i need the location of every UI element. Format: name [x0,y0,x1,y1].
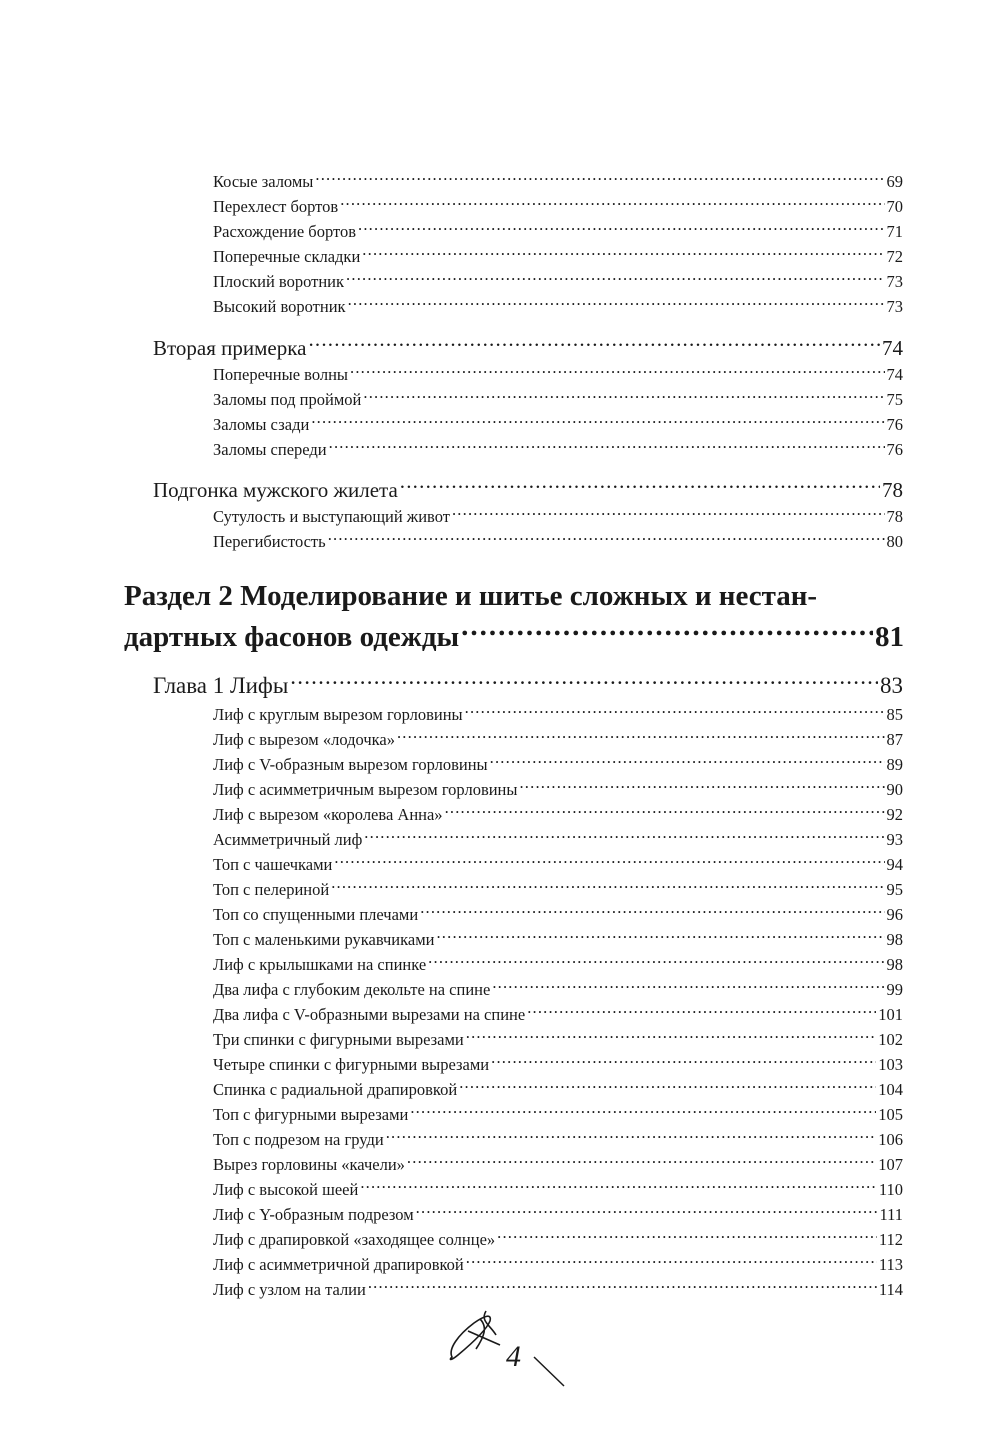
toc-entry-page: 113 [878,1254,903,1274]
dot-leader [397,728,885,745]
toc-entry-title: Лиф с высокой шеей [213,1179,359,1199]
dot-leader [497,1228,877,1245]
toc-entry-page: 80 [886,531,903,551]
toc-entry[interactable] [213,803,903,825]
toc-section-page: 78 [882,478,903,502]
toc-part-page: 81 [875,621,904,653]
toc-entry-title: Сутулость и выступающий живот [213,506,450,526]
toc-entry-page: 102 [878,1029,903,1049]
toc-entry-title: Плоский воротник [213,271,345,291]
toc-entry[interactable] [213,438,903,460]
dot-leader [364,828,884,845]
toc-entry-page: 99 [886,979,903,999]
toc-entry[interactable] [213,828,903,850]
toc-entry-page: 104 [878,1079,903,1099]
dot-leader [362,245,884,262]
toc-entry-title: Высокий воротник [213,296,346,316]
toc-entry[interactable] [213,1278,903,1300]
dot-leader [329,438,885,455]
toc-entry[interactable] [213,1228,903,1250]
dot-leader [527,1003,876,1020]
toc-entry-page: 94 [886,854,903,874]
toc-entry-page: 71 [886,221,903,241]
dot-leader [311,413,884,430]
dot-leader [331,878,884,895]
dot-leader [490,753,885,770]
toc-entry[interactable] [213,363,903,385]
page-number: 4 [506,1340,521,1373]
dot-leader [400,476,880,497]
toc-entry-title: Заломы под проймой [213,389,362,409]
toc-entry-page: 75 [886,389,903,409]
toc-entry[interactable] [213,295,903,317]
dot-leader [328,530,885,547]
toc-entry[interactable] [213,1153,903,1175]
toc-section[interactable] [153,476,903,503]
part-heading-line1: Раздел 2 Моделирование и шитье сложных и нестан- [124,580,818,612]
toc-entry-page: 70 [886,196,903,216]
toc-entry-page: 114 [878,1279,903,1299]
dot-leader [368,1278,877,1295]
toc-entry[interactable] [213,978,903,1000]
dot-leader [350,363,884,380]
toc-entry-title: Лиф с V-образным вырезом горловины [213,754,488,774]
toc-entry[interactable] [213,728,903,750]
toc-chapter-page: 83 [880,673,903,698]
toc-entry-page: 101 [878,1004,903,1024]
dot-leader [410,1103,876,1120]
dot-leader [407,1153,876,1170]
toc-entry-title: Три спинки с фигурными вырезами [213,1029,464,1049]
toc-entry-title: Косые заломы [213,171,314,191]
toc-section-title: Подгонка мужского жилета [153,478,398,502]
toc-entry-page: 110 [878,1179,903,1199]
dot-leader [346,270,884,287]
dot-leader [360,1178,877,1195]
toc-part[interactable] [124,617,904,654]
toc-entry-page: 105 [878,1104,903,1124]
toc-entry-title: Четыре спинки с фигурными вырезами [213,1054,490,1074]
toc-entry[interactable] [213,878,903,900]
toc-entry-page: 76 [886,414,903,434]
toc-entry[interactable] [213,928,903,950]
dot-leader [334,853,884,870]
toc-entry[interactable] [213,170,903,192]
toc-entry-title: Заломы спереди [213,439,327,459]
toc-entry-title: Лиф с вырезом «лодочка» [213,729,395,749]
needle-thread-icon [450,1311,500,1359]
toc-entry-title: Лиф с асимметричным вырезом горловины [213,779,518,799]
toc-entry[interactable] [213,953,903,975]
toc-entry[interactable] [213,1103,903,1125]
toc-entry-page: 90 [886,779,903,799]
dot-leader [386,1128,877,1145]
toc-entry[interactable] [213,1128,903,1150]
toc-entry-title: Лиф с Y-образным подрезом [213,1204,414,1224]
toc-entry-title: Перехлест бортов [213,196,339,216]
toc-entry-title: Топ с подрезом на груди [213,1129,384,1149]
toc-entry[interactable] [213,1253,903,1275]
dot-leader [428,953,884,970]
toc-entry-page: 92 [886,804,903,824]
toc-entry-title: Лиф с драпировкой «заходящее солнце» [213,1229,496,1249]
toc-entry-page: 112 [878,1229,903,1249]
toc-entry-title: Лиф с крылышками на спинке [213,954,427,974]
toc-entry-title: Расхождение бортов [213,221,357,241]
toc-entry-title: Асимметричный лиф [213,829,363,849]
toc-entry-page: 72 [886,246,903,266]
toc-entry-title: Два лифа с глубоким декольте на спине [213,979,491,999]
dot-leader [459,1078,876,1095]
toc-entry-page: 98 [886,954,903,974]
toc-entry[interactable] [213,530,903,552]
toc-entry-page: 76 [886,439,903,459]
dot-leader [363,388,884,405]
dot-leader [466,1028,876,1045]
dot-leader [340,195,884,212]
toc-entry-page: 106 [878,1129,903,1149]
dot-leader [315,170,884,187]
toc-entry-title: Топ с фигурными вырезами [213,1104,409,1124]
dot-leader [420,903,884,920]
toc-entry-page: 96 [886,904,903,924]
toc-section[interactable] [153,334,903,361]
dot-leader [491,1053,876,1070]
toc-entry-title: Поперечные волны [213,364,349,384]
toc-entry[interactable] [213,1053,903,1075]
toc-entry[interactable] [213,1003,903,1025]
toc-entry-title: Топ со спущенными плечами [213,904,419,924]
toc-entry-title: Лиф с вырезом «королева Анна» [213,804,443,824]
toc-entry[interactable] [213,505,903,527]
toc-entry[interactable] [213,270,903,292]
toc-entry-page: 89 [886,754,903,774]
toc-entry[interactable] [213,413,903,435]
toc-entry-page: 93 [886,829,903,849]
toc-entry-title: Спинка с радиальной драпировкой [213,1079,458,1099]
toc-entry-page: 73 [886,296,903,316]
dot-leader [465,703,885,720]
footer-slash [534,1357,564,1386]
toc-entry-title: Топ с чашечками [213,854,333,874]
toc-entry-page: 111 [879,1204,903,1224]
toc-entry-page: 73 [886,271,903,291]
dot-leader [436,928,884,945]
dot-leader [445,803,885,820]
dot-leader [519,778,884,795]
toc-chapter[interactable] [153,670,903,699]
dot-leader [290,670,878,693]
toc-entry[interactable] [213,1178,903,1200]
toc-entry[interactable] [213,195,903,217]
toc-chapter-title: Глава 1 Лифы [153,673,289,698]
toc-entry-page: 87 [886,729,903,749]
toc-entry[interactable] [213,903,903,925]
toc-entry-title: Лиф с узлом на талии [213,1279,366,1299]
dot-leader [308,334,880,355]
toc-entry[interactable] [213,703,903,725]
toc-entry[interactable] [213,1203,903,1225]
dot-leader [466,1253,877,1270]
toc-entry[interactable] [213,388,903,410]
dot-leader [358,220,884,237]
toc-entry-page: 107 [878,1154,903,1174]
toc-entry-page: 85 [886,704,903,724]
toc-entry-title: Топ с маленькими рукавчиками [213,929,435,949]
toc-entry-title: Два лифа с V-образными вырезами на спине [213,1004,526,1024]
toc-entry-page: 98 [886,929,903,949]
toc-entry-page: 103 [878,1054,903,1074]
toc-entry-page: 78 [886,506,903,526]
toc-entry-title: Топ с пелериной [213,879,330,899]
dot-leader [492,978,884,995]
toc-section-page: 74 [882,336,903,360]
toc-entry-page: 95 [886,879,903,899]
toc-entry-page: 74 [886,364,903,384]
toc-entry[interactable] [213,853,903,875]
toc-entry-title: Перегибистость [213,531,326,551]
page-footer [440,1305,580,1395]
toc-entry[interactable] [213,778,903,800]
toc-entry[interactable] [213,1078,903,1100]
toc-entry-title: Вырез горловины «качели» [213,1154,405,1174]
part-heading-line2: дартных фасонов одежды [124,621,460,653]
dot-leader [452,505,885,522]
toc-entry[interactable] [213,220,903,242]
toc-entry-title: Заломы сзади [213,414,310,434]
toc-entry[interactable] [213,753,903,775]
dot-leader [348,295,885,312]
toc-section-title: Вторая примерка [153,336,307,360]
toc-entry-page: 69 [886,171,903,191]
dot-leader [461,617,873,646]
toc-entry-title: Поперечные складки [213,246,361,266]
toc-entry-title: Лиф с асимметричной драпировкой [213,1254,464,1274]
toc-entry-title: Лиф с круглым вырезом горловины [213,704,463,724]
toc-entry[interactable] [213,245,903,267]
toc-entry[interactable] [213,1028,903,1050]
dot-leader [416,1203,878,1220]
